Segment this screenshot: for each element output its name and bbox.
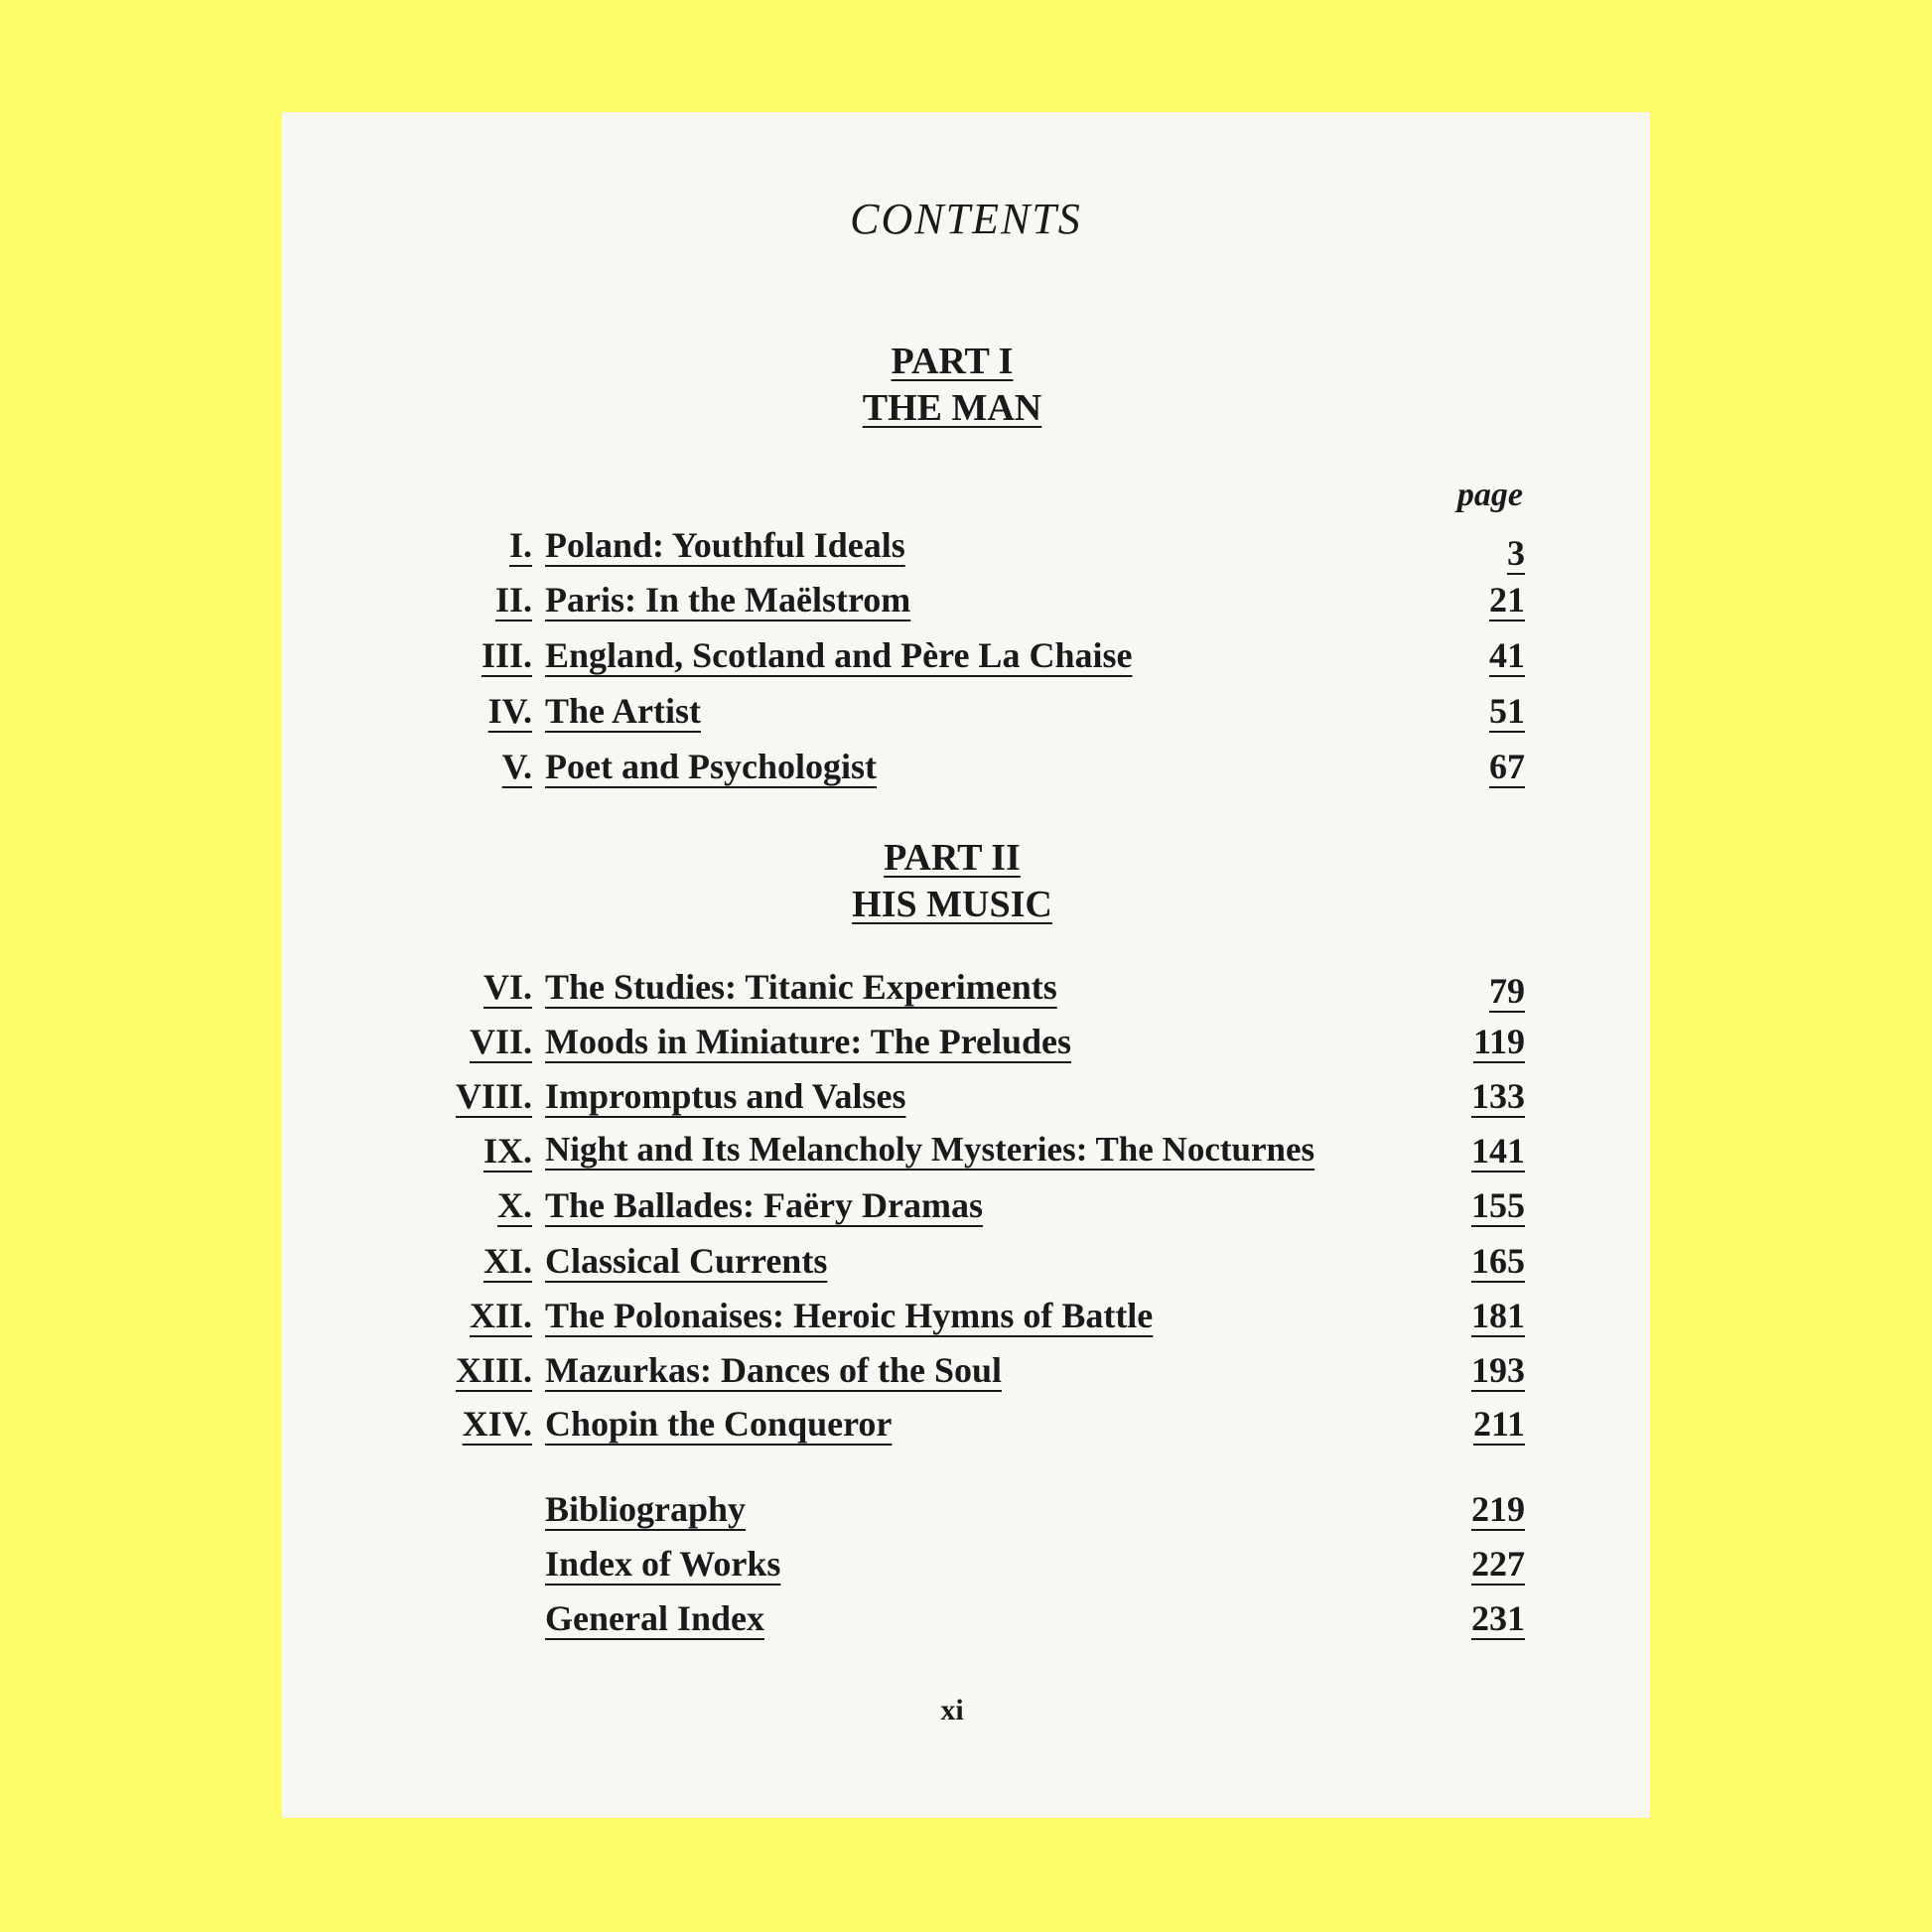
book-page bbox=[282, 112, 1650, 1818]
toc-entry[interactable] bbox=[282, 1403, 1650, 1452]
toc-entry[interactable] bbox=[282, 1543, 1650, 1592]
toc-entry[interactable] bbox=[282, 1021, 1650, 1070]
toc-entry[interactable] bbox=[282, 1130, 1650, 1179]
toc-entry[interactable] bbox=[282, 1240, 1650, 1290]
page-number: 119 bbox=[1472, 1022, 1525, 1061]
page-number: 67 bbox=[1489, 747, 1525, 786]
chapter-title[interactable]: Impromptus and Valses bbox=[545, 1076, 906, 1116]
folio-page-number: xi bbox=[940, 1694, 964, 1726]
page-number: 133 bbox=[1471, 1076, 1525, 1116]
chapter-number: I. bbox=[508, 525, 532, 565]
page-number: 181 bbox=[1471, 1296, 1525, 1335]
part-two-title: HIS MUSIC bbox=[852, 884, 1052, 925]
part-two-label: PART II bbox=[884, 837, 1021, 879]
toc-entry[interactable] bbox=[282, 1488, 1650, 1538]
chapter-title[interactable]: Mazurkas: Dances of the Soul bbox=[545, 1350, 1002, 1390]
part-two-heading bbox=[282, 835, 1622, 928]
chapter-number: XII. bbox=[469, 1296, 532, 1335]
chapter-number: XI. bbox=[483, 1241, 532, 1281]
chapter-number: IX. bbox=[483, 1131, 532, 1171]
page-number: 79 bbox=[1489, 971, 1525, 1011]
page-number: 51 bbox=[1489, 691, 1525, 731]
chapter-title[interactable]: Night and Its Melancholy Mysteries: The Nocturnes bbox=[545, 1130, 1315, 1169]
chapter-number: III. bbox=[481, 635, 532, 675]
chapter-title[interactable]: Poland: Youthful Ideals bbox=[545, 525, 905, 565]
part-one-label: PART I bbox=[891, 341, 1014, 382]
chapter-number: VII. bbox=[469, 1022, 532, 1061]
toc-entry[interactable] bbox=[282, 1349, 1650, 1399]
chapter-number: XIII. bbox=[455, 1350, 532, 1390]
page-number: 227 bbox=[1471, 1544, 1525, 1584]
chapter-number: VI. bbox=[483, 967, 532, 1007]
back-matter-title[interactable]: Bibliography bbox=[545, 1489, 747, 1529]
toc-entry[interactable] bbox=[282, 579, 1650, 628]
toc-entry[interactable] bbox=[282, 690, 1650, 740]
back-matter-title[interactable]: General Index bbox=[545, 1598, 764, 1638]
toc-entry[interactable] bbox=[282, 966, 1650, 1016]
toc-entry[interactable] bbox=[282, 746, 1650, 795]
chapter-title[interactable]: The Studies: Titanic Experiments bbox=[545, 967, 1057, 1007]
chapter-title[interactable]: The Artist bbox=[545, 691, 701, 731]
page-number: 155 bbox=[1471, 1185, 1525, 1225]
toc-entry[interactable] bbox=[282, 634, 1650, 684]
toc-entry[interactable] bbox=[282, 524, 1650, 574]
chapter-number: IV. bbox=[487, 691, 532, 731]
page-number: 211 bbox=[1472, 1404, 1525, 1444]
page-number: 231 bbox=[1471, 1598, 1525, 1638]
page-number: 141 bbox=[1471, 1131, 1525, 1171]
page-column-label: page bbox=[1456, 477, 1523, 513]
chapter-number: X. bbox=[497, 1185, 532, 1225]
chapter-title[interactable]: Paris: In the Maëlstrom bbox=[545, 580, 911, 620]
chapter-title[interactable]: Moods in Miniature: The Preludes bbox=[545, 1022, 1072, 1061]
page-number: 165 bbox=[1471, 1241, 1525, 1281]
toc-entry[interactable] bbox=[282, 1075, 1650, 1125]
part-one-title: THE MAN bbox=[862, 387, 1042, 429]
back-matter-title[interactable]: Index of Works bbox=[545, 1544, 781, 1584]
chapter-number: II. bbox=[494, 580, 532, 620]
chapter-number: VIII. bbox=[455, 1076, 532, 1116]
chapter-title[interactable]: Classical Currents bbox=[545, 1241, 828, 1281]
page-number: 21 bbox=[1489, 580, 1525, 620]
chapter-number: V. bbox=[501, 747, 532, 786]
page-number: 193 bbox=[1471, 1350, 1525, 1390]
toc-entry[interactable] bbox=[282, 1184, 1650, 1234]
chapter-title[interactable]: Chopin the Conqueror bbox=[545, 1404, 893, 1444]
chapter-title[interactable]: Poet and Psychologist bbox=[545, 747, 878, 786]
part-one-heading bbox=[282, 339, 1622, 432]
toc-entry[interactable] bbox=[282, 1597, 1650, 1647]
toc-entry[interactable] bbox=[282, 1295, 1650, 1344]
chapter-number: XIV. bbox=[462, 1404, 532, 1444]
chapter-title[interactable]: England, Scotland and Père La Chaise bbox=[545, 635, 1133, 675]
chapter-title[interactable]: The Ballades: Faëry Dramas bbox=[545, 1185, 983, 1225]
page-number: 41 bbox=[1489, 635, 1525, 675]
chapter-title[interactable]: The Polonaises: Heroic Hymns of Battle bbox=[545, 1296, 1154, 1335]
page-number: 219 bbox=[1471, 1489, 1525, 1529]
contents-heading: CONTENTS bbox=[850, 195, 1082, 243]
page-number: 3 bbox=[1507, 533, 1525, 573]
